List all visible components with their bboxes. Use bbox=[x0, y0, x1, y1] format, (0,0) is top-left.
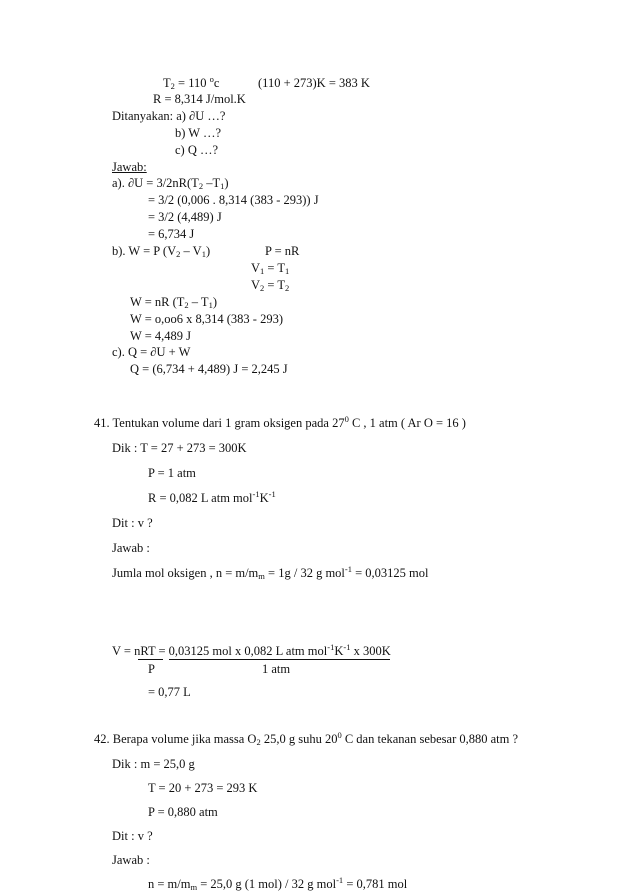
q41-given-t: Dik : T = 27 + 273 = 300K bbox=[112, 441, 247, 455]
answer-b-pnr: P = nR bbox=[265, 244, 300, 258]
answer-c-line1: c). Q = ∂U + W bbox=[112, 345, 191, 359]
q42-answer-heading: Jawab : bbox=[112, 853, 150, 867]
t2-kelvin-conversion: (110 + 273)K = 383 K bbox=[258, 76, 370, 90]
q42-given-m: Dik : m = 25,0 g bbox=[112, 757, 195, 771]
q41-volume-formula: V = nRT = 0,03125 mol x 0,082 L atm $mol^{-1}K^{-1}$ x 300K bbox=[112, 642, 391, 658]
q41-moles: Jumla mol oksigen , $n = m/m_m = 1g / 32$ g mol$^{-1}$ = 0,03125 mol bbox=[112, 564, 429, 581]
q41-asked: Dit : v ? bbox=[112, 516, 153, 530]
given-t2: $T_2 = 110$ $^o$c bbox=[163, 74, 220, 91]
q42-given-t: T = 20 + 273 = 293 K bbox=[148, 781, 258, 795]
q42-moles: $n = m/m_m = 25,0$ g (1 mol) / 32 g mol$^{-1}$ = 0,781 mol bbox=[148, 875, 408, 892]
answer-b-v1: $V_1 = T_1$ bbox=[251, 261, 290, 276]
q41-given-p: P = 1 atm bbox=[148, 466, 196, 480]
q41-given-r: R = 0,082 L atm $mol^{-1}K^{-1}$ bbox=[148, 489, 276, 505]
question-41: 41. Tentukan volume dari 1 gram oksigen pada $27^0$ C , 1 atm ( Ar O = 16 ) bbox=[94, 414, 466, 430]
answer-b-w3: W = 4,489 J bbox=[130, 329, 191, 343]
q42-given-p: P = 0,880 atm bbox=[148, 805, 218, 819]
question-42: 42. Berapa volume jika massa $O_2$ 25,0 g suhu $20^0$ C dan tekanan sebesar 0,880 atm ? bbox=[94, 730, 519, 747]
q41-fraction-bar-right bbox=[169, 659, 390, 660]
answer-heading: Jawab: bbox=[112, 160, 147, 174]
asked-a: Ditanyakan: a) ∂U …? bbox=[112, 109, 226, 123]
answer-a-line2: = 3/2 (0,006 . 8,314 (383 - 293)) J bbox=[148, 193, 319, 207]
asked-b: b) W …? bbox=[175, 126, 222, 140]
q41-answer-heading: Jawab : bbox=[112, 541, 150, 555]
q42-asked: Dit : v ? bbox=[112, 829, 153, 843]
answer-a-line3: = 3/2 (4,489) J bbox=[148, 210, 222, 224]
answer-a-line1: a). $\partial U = 3/2nR(T_2$ $-T_1$) bbox=[112, 176, 229, 191]
answer-b-w2: W = o,oo6 x 8,314 (383 - 293) bbox=[130, 312, 283, 326]
q41-fraction-bar-left bbox=[138, 659, 163, 660]
answer-b-v2: $V_2 = T_2$ bbox=[251, 278, 290, 293]
answer-b-w1: W = nR $(T_2 - T_1)$ bbox=[130, 295, 217, 310]
answer-c-line2: Q = (6,734 + 4,489) J = 2,245 J bbox=[130, 362, 288, 376]
q41-denominator-p: P bbox=[148, 662, 155, 676]
q41-result: = 0,77 L bbox=[148, 685, 191, 699]
given-r: R = 8,314 J/mol.K bbox=[153, 92, 246, 106]
answer-a-line4: = 6,734 J bbox=[148, 227, 195, 241]
asked-c: c) Q …? bbox=[175, 143, 219, 157]
q41-denominator-atm: 1 atm bbox=[262, 662, 291, 676]
answer-b-line1: b). W = P $(V_2 - V_1)$ bbox=[112, 244, 211, 259]
